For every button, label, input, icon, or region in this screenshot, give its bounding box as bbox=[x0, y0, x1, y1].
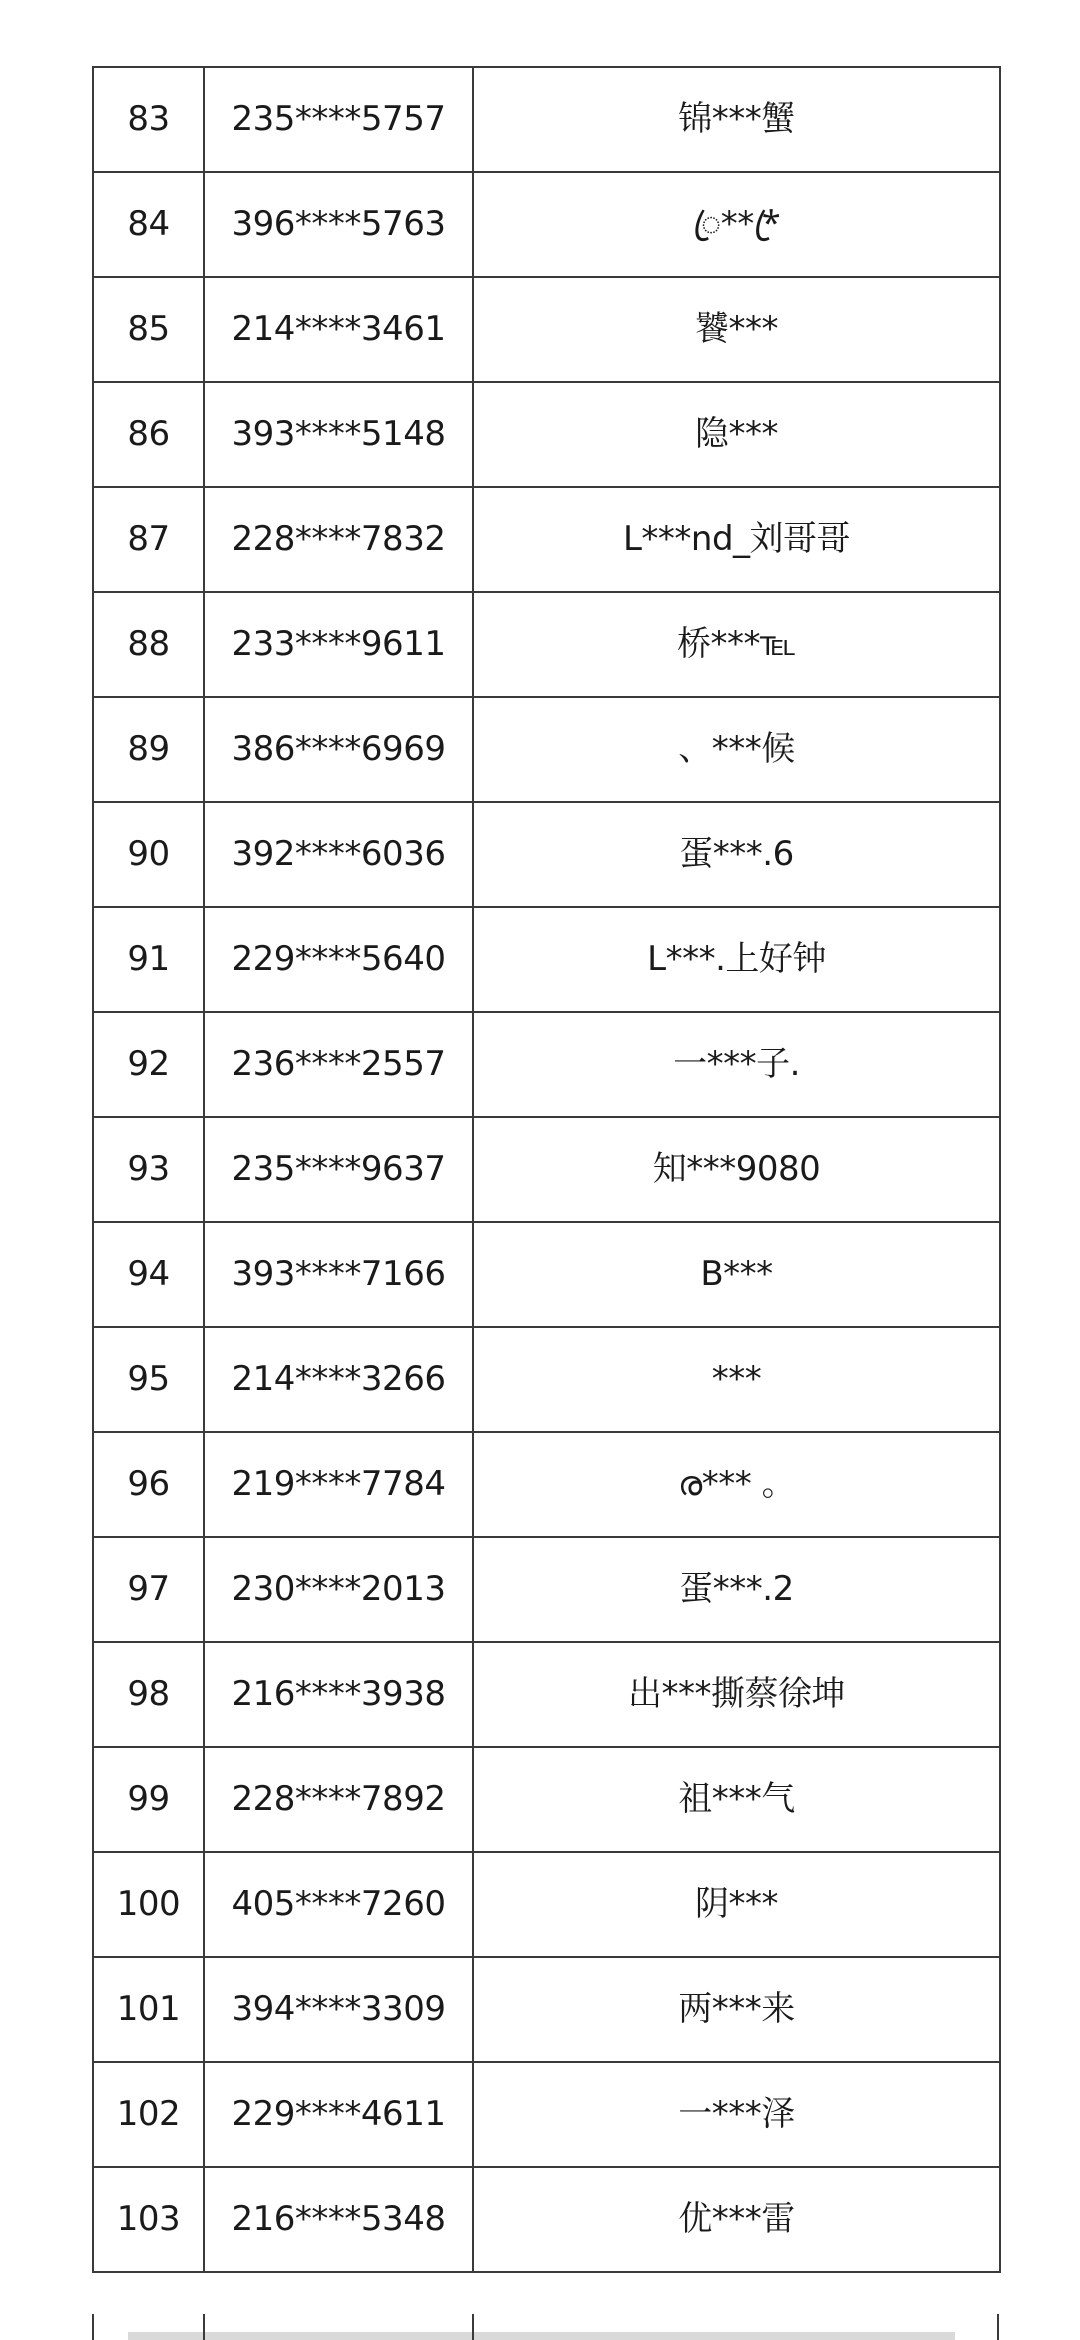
winners-table-body bbox=[93, 67, 1000, 2272]
user-id-cell: 392****6036 bbox=[204, 802, 473, 907]
nickname-cell: 两***来 bbox=[473, 1957, 1000, 2062]
table-row bbox=[93, 802, 1000, 907]
user-id-cell: 236****2557 bbox=[204, 1012, 473, 1117]
user-id-cell: 230****2013 bbox=[204, 1537, 473, 1642]
nickname-cell: 饕*** bbox=[473, 277, 1000, 382]
table-row bbox=[93, 1852, 1000, 1957]
user-id-cell: 216****5348 bbox=[204, 2167, 473, 2272]
nickname-cell: 隐*** bbox=[473, 382, 1000, 487]
user-id-cell: 219****7784 bbox=[204, 1432, 473, 1537]
table-row bbox=[93, 487, 1000, 592]
table-row bbox=[93, 172, 1000, 277]
rank-cell: 99 bbox=[93, 1747, 204, 1852]
table-row bbox=[93, 1537, 1000, 1642]
column-divider bbox=[472, 2314, 474, 2340]
nickname-cell: *** bbox=[473, 1327, 1000, 1432]
user-id-cell: 393****7166 bbox=[204, 1222, 473, 1327]
table-row bbox=[93, 697, 1000, 802]
rank-cell: 89 bbox=[93, 697, 204, 802]
table-row bbox=[93, 1642, 1000, 1747]
table-row bbox=[93, 1957, 1000, 2062]
table-row bbox=[93, 907, 1000, 1012]
nickname-cell: 祖***气 bbox=[473, 1747, 1000, 1852]
rank-cell: 91 bbox=[93, 907, 204, 1012]
table-row bbox=[93, 1747, 1000, 1852]
rank-cell: 96 bbox=[93, 1432, 204, 1537]
user-id-cell: 405****7260 bbox=[204, 1852, 473, 1957]
table-row bbox=[93, 1327, 1000, 1432]
rank-cell: 94 bbox=[93, 1222, 204, 1327]
nickname-cell: 蛋***.6 bbox=[473, 802, 1000, 907]
table-row bbox=[93, 277, 1000, 382]
user-id-cell: 228****7892 bbox=[204, 1747, 473, 1852]
winners-table bbox=[92, 66, 1001, 2273]
rank-cell: 102 bbox=[93, 2062, 204, 2167]
nickname-cell: 优***雷 bbox=[473, 2167, 1000, 2272]
user-id-cell: 214****3461 bbox=[204, 277, 473, 382]
nickname-cell: B*** bbox=[473, 1222, 1000, 1327]
user-id-cell: 396****5763 bbox=[204, 172, 473, 277]
rank-cell: 98 bbox=[93, 1642, 204, 1747]
table-row bbox=[93, 67, 1000, 172]
user-id-cell: 229****4611 bbox=[204, 2062, 473, 2167]
nickname-cell: 蛋***.2 bbox=[473, 1537, 1000, 1642]
nickname-cell: 一***子. bbox=[473, 1012, 1000, 1117]
table-row bbox=[93, 1012, 1000, 1117]
user-id-cell: 228****7832 bbox=[204, 487, 473, 592]
nickname-cell: 阴*** bbox=[473, 1852, 1000, 1957]
nickname-cell: 知***9080 bbox=[473, 1117, 1000, 1222]
rank-cell: 97 bbox=[93, 1537, 204, 1642]
rank-cell: 87 bbox=[93, 487, 204, 592]
nickname-cell: 出***撕蔡徐坤 bbox=[473, 1642, 1000, 1747]
next-table-row-partial bbox=[92, 2314, 999, 2340]
rank-cell: 88 bbox=[93, 592, 204, 697]
rank-cell: 95 bbox=[93, 1327, 204, 1432]
rank-cell: 100 bbox=[93, 1852, 204, 1957]
rank-cell: 84 bbox=[93, 172, 204, 277]
shaded-cell-fragment bbox=[128, 2332, 955, 2340]
rank-cell: 85 bbox=[93, 277, 204, 382]
nickname-cell: ര*** 。 bbox=[473, 1432, 1000, 1537]
user-id-cell: 229****5640 bbox=[204, 907, 473, 1012]
table-row bbox=[93, 1432, 1000, 1537]
table-row bbox=[93, 592, 1000, 697]
nickname-cell: 锦***蟹 bbox=[473, 67, 1000, 172]
table-row bbox=[93, 2062, 1000, 2167]
user-id-cell: 216****3938 bbox=[204, 1642, 473, 1747]
nickname-cell: L***nd_刘哥哥 bbox=[473, 487, 1000, 592]
nickname-cell: 桥***℡ bbox=[473, 592, 1000, 697]
rank-cell: 93 bbox=[93, 1117, 204, 1222]
table-row bbox=[93, 1222, 1000, 1327]
rank-cell: 90 bbox=[93, 802, 204, 907]
rank-cell: 101 bbox=[93, 1957, 204, 2062]
column-divider bbox=[203, 2314, 205, 2340]
user-id-cell: 233****9611 bbox=[204, 592, 473, 697]
table-row bbox=[93, 2167, 1000, 2272]
user-id-cell: 394****3309 bbox=[204, 1957, 473, 2062]
user-id-cell: 235****5757 bbox=[204, 67, 473, 172]
nickname-cell: 、***候 bbox=[473, 697, 1000, 802]
table-row bbox=[93, 382, 1000, 487]
user-id-cell: 386****6969 bbox=[204, 697, 473, 802]
nickname-cell: L***.上好钟 bbox=[473, 907, 1000, 1012]
nickname-cell: ꦿ***ꦿ bbox=[473, 172, 1000, 277]
user-id-cell: 235****9637 bbox=[204, 1117, 473, 1222]
rank-cell: 92 bbox=[93, 1012, 204, 1117]
table-row bbox=[93, 1117, 1000, 1222]
user-id-cell: 393****5148 bbox=[204, 382, 473, 487]
rank-cell: 83 bbox=[93, 67, 204, 172]
user-id-cell: 214****3266 bbox=[204, 1327, 473, 1432]
rank-cell: 103 bbox=[93, 2167, 204, 2272]
nickname-cell: 一***泽 bbox=[473, 2062, 1000, 2167]
rank-cell: 86 bbox=[93, 382, 204, 487]
